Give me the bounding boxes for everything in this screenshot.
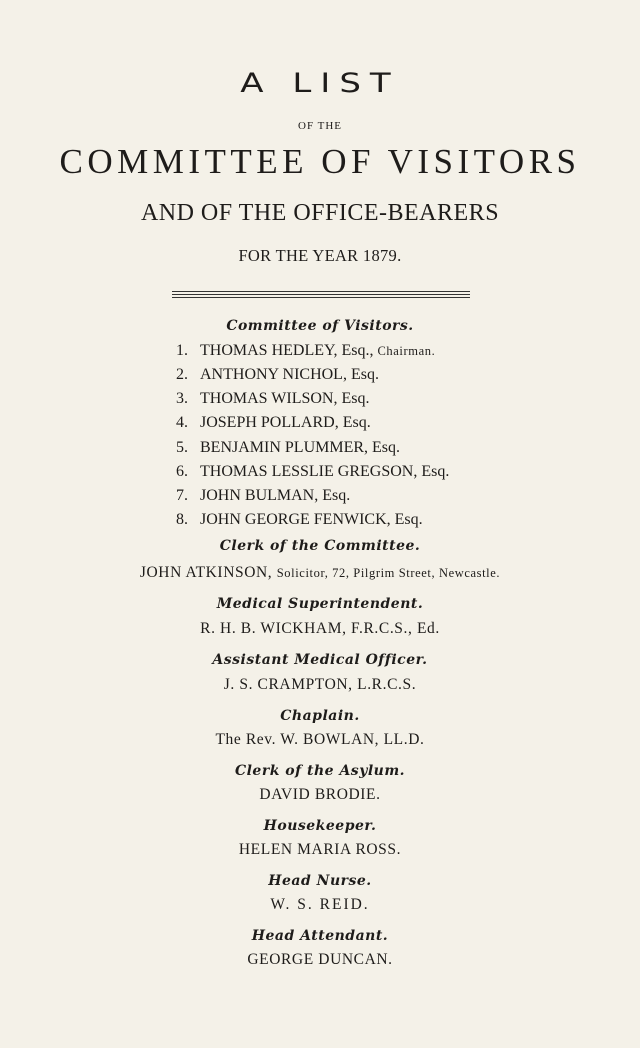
clerk-committee-heading: Clerk of the Committee.: [219, 538, 421, 554]
head-nurse-name: W. S. REID.: [270, 896, 370, 913]
item-number: 5.: [176, 439, 188, 456]
list-item: [176, 511, 423, 529]
member-name: JOHN GEORGE FENWICK, Esq.: [200, 511, 423, 528]
year-line: FOR THE YEAR 1879.: [238, 246, 402, 265]
head-attendant-name: GEORGE DUNCAN.: [247, 951, 393, 968]
chaplain-name: The Rev. W. BOWLAN, LL.D.: [215, 731, 425, 748]
member-name: THOMAS LESSLIE GREGSON, Esq.: [200, 463, 450, 480]
list-item: [176, 463, 449, 481]
title-a-list: A LIST: [240, 68, 400, 100]
item-number: 8.: [176, 511, 188, 528]
committee-of-visitors-title: COMMITTEE OF VISITORS: [59, 142, 581, 181]
list-item: [176, 439, 400, 457]
item-number: 2.: [176, 366, 188, 383]
clerk-committee-line: [0, 564, 640, 582]
office-bearers-subtitle: AND OF THE OFFICE-BEARERS: [140, 200, 500, 226]
divider-rule-top: [172, 291, 470, 292]
member-name: THOMAS HEDLEY, Esq.,: [200, 342, 378, 359]
list-item: [176, 414, 371, 432]
chaplain-heading: Chaplain.: [280, 708, 360, 724]
divider-rule-middle: [172, 294, 470, 295]
list-item: [176, 342, 435, 360]
member-name: ANTHONY NICHOL, Esq.: [200, 366, 379, 383]
list-item: [176, 366, 379, 384]
member-name: JOSEPH POLLARD, Esq.: [200, 414, 371, 431]
clerk-asylum-heading: Clerk of the Asylum.: [234, 763, 406, 779]
item-number: 4.: [176, 414, 188, 431]
clerk-committee-detail: Solicitor, 72, Pilgrim Street, Newcastle.: [276, 566, 501, 580]
housekeeper-heading: Housekeeper.: [263, 818, 377, 834]
member-role: Chairman.: [377, 344, 436, 358]
divider-rule-bottom: [172, 297, 470, 298]
assistant-medical-officer-name: J. S. CRAMPTON, L.R.C.S.: [223, 676, 417, 693]
housekeeper-name: HELEN MARIA ROSS.: [238, 841, 402, 858]
head-nurse-heading: Head Nurse.: [268, 873, 372, 889]
list-item: [176, 390, 369, 408]
assistant-medical-officer-heading: Assistant Medical Officer.: [212, 652, 428, 668]
member-name: THOMAS WILSON, Esq.: [200, 390, 370, 407]
head-attendant-heading: Head Attendant.: [251, 928, 389, 944]
committee-heading: Committee of Visitors.: [226, 318, 414, 334]
list-item: [176, 487, 350, 505]
item-number: 7.: [176, 487, 188, 504]
item-number: 6.: [176, 463, 188, 480]
member-name: BENJAMIN PLUMMER, Esq.: [200, 439, 401, 456]
of-the-line: OF THE: [298, 120, 342, 132]
member-name: JOHN BULMAN, Esq.: [200, 487, 351, 504]
clerk-asylum-name: DAVID BRODIE.: [259, 786, 381, 803]
item-number: 1.: [176, 342, 188, 359]
clerk-committee-name: JOHN ATKINSON,: [139, 564, 277, 581]
medical-superintendent-heading: Medical Superintendent.: [216, 596, 424, 612]
medical-superintendent-name: R. H. B. WICKHAM, F.R.C.S., Ed.: [200, 620, 440, 637]
item-number: 3.: [176, 390, 188, 407]
